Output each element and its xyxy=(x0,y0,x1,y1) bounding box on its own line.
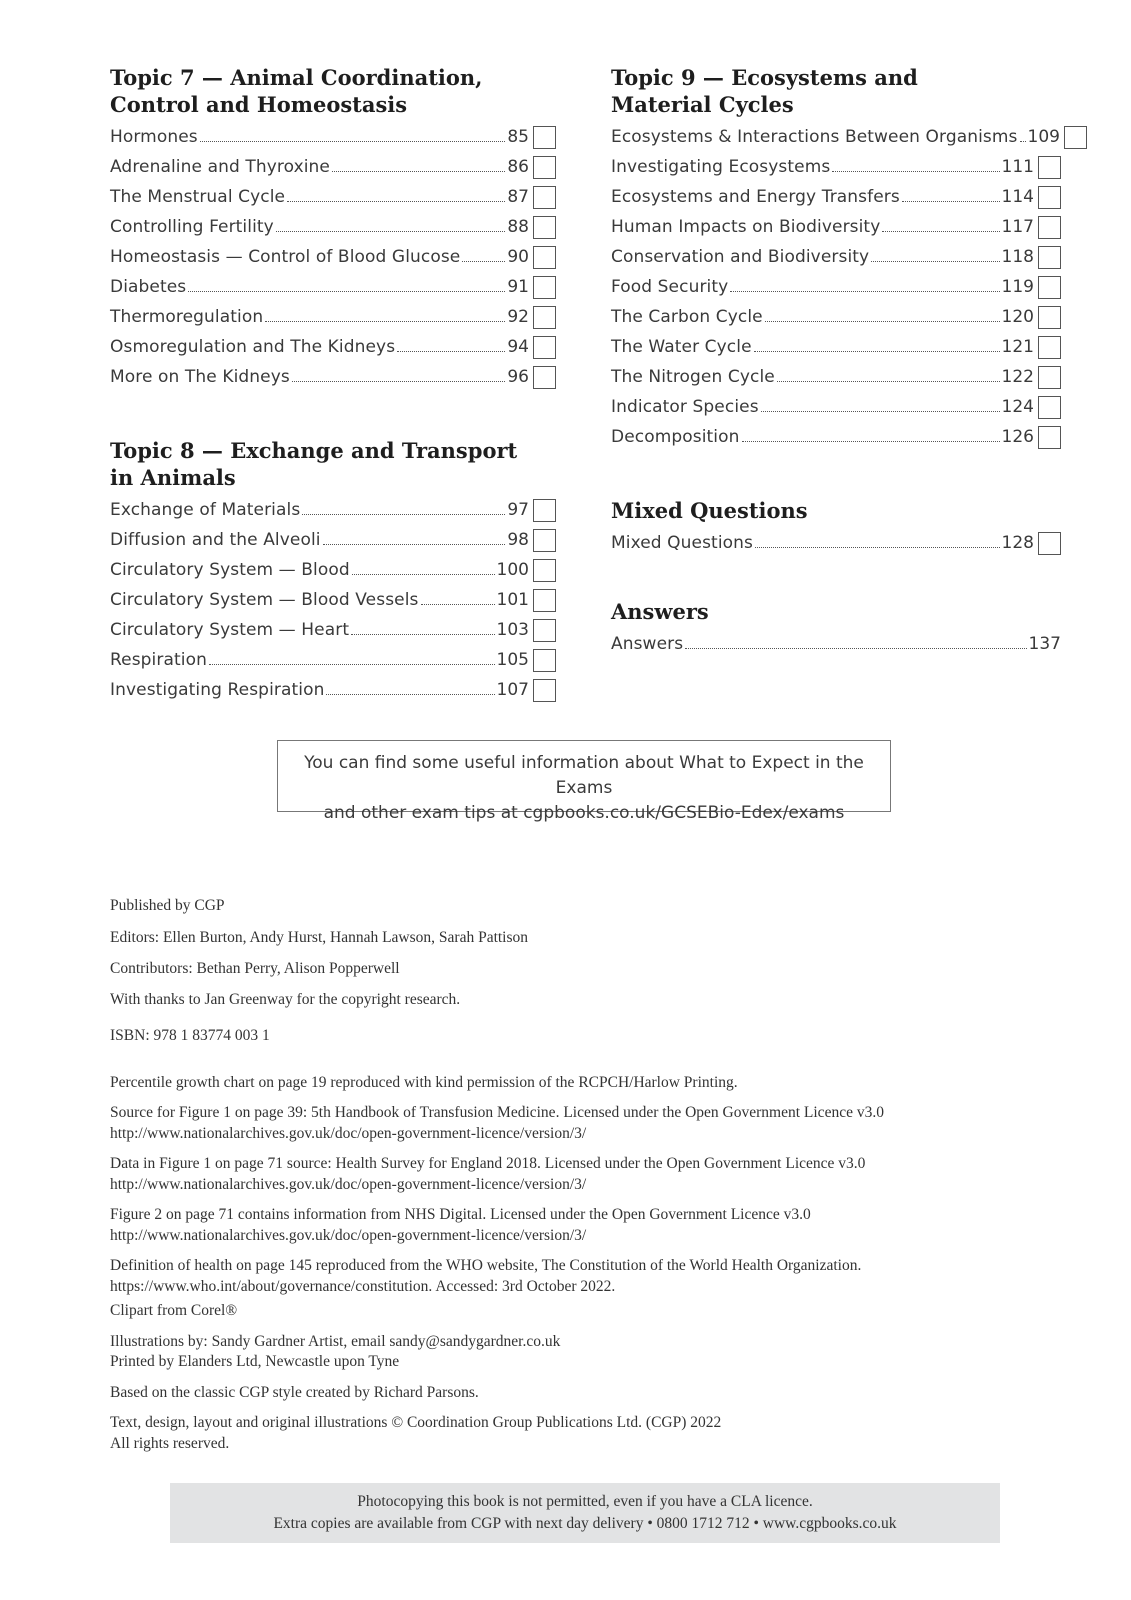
toc-entry-title: Hormones xyxy=(110,127,198,147)
toc-page-number: 137 xyxy=(1028,634,1061,654)
toc-entry-title: Diabetes xyxy=(110,277,187,297)
toc-page-number: 97 xyxy=(507,500,529,520)
photocopy-notice-bar xyxy=(170,1483,1000,1543)
toc-page-number: 100 xyxy=(496,560,529,580)
data-figure1-credit xyxy=(110,1154,1010,1195)
printed-by: Printed by Elanders Ltd, Newcastle upon Tyne xyxy=(110,1353,400,1370)
toc-entry-title: Mixed Questions xyxy=(611,533,753,553)
who-credit xyxy=(110,1256,1010,1297)
toc-page-number: 124 xyxy=(1001,397,1034,417)
dot-leader xyxy=(421,604,495,605)
dot-leader xyxy=(351,634,494,635)
percentile-credit: Percentile growth chart on page 19 reproduced with kind permission of the RCPCH/Harlow Printing. xyxy=(110,1073,738,1091)
toc-entry[interactable] xyxy=(110,331,556,361)
toc-entry[interactable] xyxy=(110,494,556,524)
progress-checkbox[interactable] xyxy=(533,276,556,299)
dot-leader xyxy=(209,664,495,665)
toc-entry[interactable] xyxy=(611,151,1061,181)
progress-checkbox[interactable] xyxy=(533,679,556,702)
answers-title: Answers xyxy=(611,599,709,624)
dot-leader xyxy=(276,231,506,232)
toc-page-number: 91 xyxy=(507,277,529,297)
dot-leader xyxy=(200,141,506,142)
toc-page-number: 86 xyxy=(507,157,529,177)
toc-entry-title: Adrenaline and Thyroxine xyxy=(110,157,330,177)
toc-entry[interactable] xyxy=(110,181,556,211)
dot-leader xyxy=(777,381,1000,382)
dot-leader xyxy=(287,201,505,202)
toc-entry[interactable] xyxy=(611,628,1061,658)
toc-page-number: 109 xyxy=(1027,127,1060,147)
toc-entry-title: Investigating Respiration xyxy=(110,680,325,700)
publication-credits xyxy=(110,896,1010,1454)
progress-checkbox[interactable] xyxy=(1038,216,1061,239)
progress-checkbox[interactable] xyxy=(1038,532,1061,555)
source-figure1-link: http://www.nationalarchives.gov.uk/doc/open-government-licence/version/3/ xyxy=(110,1124,587,1142)
toc-entry-title: Food Security xyxy=(611,277,729,297)
progress-checkbox[interactable] xyxy=(1038,366,1061,389)
progress-checkbox[interactable] xyxy=(1038,156,1061,179)
toc-page-number: 107 xyxy=(496,680,529,700)
toc-entry-title: Thermoregulation xyxy=(110,307,264,327)
progress-checkbox[interactable] xyxy=(1038,246,1061,269)
copyright-notice xyxy=(110,1413,1010,1454)
progress-checkbox[interactable] xyxy=(533,336,556,359)
toc-entry-title: The Water Cycle xyxy=(611,337,752,357)
toc-entry[interactable] xyxy=(110,644,556,674)
progress-checkbox[interactable] xyxy=(1038,306,1061,329)
toc-entry-title: Respiration xyxy=(110,650,207,670)
topic7-title: Topic 7 — Animal Coordination, Control and Homeostasis xyxy=(110,65,483,117)
progress-checkbox[interactable] xyxy=(533,246,556,269)
toc-entry-title: The Menstrual Cycle xyxy=(110,187,286,207)
progress-checkbox[interactable] xyxy=(533,559,556,582)
toc-entry-title: Exchange of Materials xyxy=(110,500,301,520)
toc-page-number: 98 xyxy=(507,530,529,550)
dot-leader xyxy=(265,321,505,322)
clipart-credit: Clipart from Corel® xyxy=(110,1302,238,1319)
source-figure1-text: Source for Figure 1 on page 39: 5th Handbook of Transfusion Medicine. Licensed under the Open Government Licence v3.0 xyxy=(110,1104,884,1121)
mixed-questions-section xyxy=(611,497,1061,557)
toc-entry-title: Investigating Ecosystems xyxy=(611,157,831,177)
toc-page-number: 118 xyxy=(1001,247,1034,267)
toc-entry[interactable] xyxy=(110,361,556,391)
toc-entry-title: Answers xyxy=(611,634,684,654)
toc-page-number: 119 xyxy=(1001,277,1034,297)
dot-leader xyxy=(761,411,1000,412)
toc-entry[interactable] xyxy=(611,211,1061,241)
dot-leader xyxy=(1020,141,1026,142)
dot-leader xyxy=(397,351,505,352)
toc-entry[interactable] xyxy=(110,614,556,644)
toc-entry[interactable] xyxy=(611,301,1061,331)
dot-leader xyxy=(685,648,1026,649)
dot-leader xyxy=(332,171,505,172)
copyright-text: Text, design, layout and original illustrations © Coordination Group Publications Ltd. (CGP) 2022 xyxy=(110,1414,722,1431)
toc-page-number: 85 xyxy=(507,127,529,147)
dot-leader xyxy=(754,351,1000,352)
toc-page-number: 120 xyxy=(1001,307,1034,327)
toc-page-number: 121 xyxy=(1001,337,1034,357)
who-link: https://www.who.int/about/governance/constitution. Accessed: 3rd October 2022. xyxy=(110,1277,616,1295)
exam-info-line-1: You can find some useful information about What to Expect in the Exams xyxy=(304,753,864,798)
dot-leader xyxy=(326,694,494,695)
toc-entry[interactable] xyxy=(611,361,1061,391)
toc-entry-title: Controlling Fertility xyxy=(110,217,274,237)
toc-entry-title: More on The Kidneys xyxy=(110,367,290,387)
toc-page-number: 92 xyxy=(507,307,529,327)
toc-entry-title: Decomposition xyxy=(611,427,740,447)
toc-entry-title: The Carbon Cycle xyxy=(611,307,763,327)
toc-page-number: 101 xyxy=(496,590,529,610)
toc-entry[interactable] xyxy=(611,391,1061,421)
progress-checkbox[interactable] xyxy=(1038,426,1061,449)
photocopy-notice: Photocopying this book is not permitted, even if you have a CLA licence. xyxy=(357,1493,813,1510)
toc-entry[interactable] xyxy=(611,271,1061,301)
progress-checkbox[interactable] xyxy=(1064,126,1087,149)
toc-entry[interactable] xyxy=(110,271,556,301)
dot-leader xyxy=(882,231,999,232)
topic8-section xyxy=(110,437,556,704)
dot-leader xyxy=(323,544,506,545)
toc-entry-title: Circulatory System — Heart xyxy=(110,620,350,640)
isbn: ISBN: 978 1 83774 003 1 xyxy=(110,1027,270,1044)
toc-entry-title: The Nitrogen Cycle xyxy=(611,367,775,387)
figure2-credit xyxy=(110,1205,1010,1246)
toc-entry-title: Circulatory System — Blood Vessels xyxy=(110,590,419,610)
toc-entry-title: Ecosystems & Interactions Between Organisms xyxy=(611,127,1018,147)
progress-checkbox[interactable] xyxy=(1038,396,1061,419)
toc-page-number: 87 xyxy=(507,187,529,207)
figure2-link: http://www.nationalarchives.gov.uk/doc/open-government-licence/version/3/ xyxy=(110,1226,587,1244)
topic8-title: Topic 8 — Exchange and Transport in Animals xyxy=(110,438,518,490)
figure2-text: Figure 2 on page 71 contains information from NHS Digital. Licensed under the Open Government Licence v3.0 xyxy=(110,1206,811,1223)
toc-entry[interactable] xyxy=(110,211,556,241)
toc-entry-title: Ecosystems and Energy Transfers xyxy=(611,187,900,207)
toc-entry-title: Human Impacts on Biodiversity xyxy=(611,217,881,237)
dot-leader xyxy=(352,574,495,575)
progress-checkbox[interactable] xyxy=(533,306,556,329)
dot-leader xyxy=(302,514,505,515)
progress-checkbox[interactable] xyxy=(1038,276,1061,299)
data-figure1-link: http://www.nationalarchives.gov.uk/doc/open-government-licence/version/3/ xyxy=(110,1175,587,1193)
toc-entry[interactable] xyxy=(110,554,556,584)
dot-leader xyxy=(730,291,999,292)
progress-checkbox[interactable] xyxy=(1038,336,1061,359)
extra-copies-notice: Extra copies are available from CGP with next day delivery • 0800 1712 712 • www.cgpbooks.co.uk xyxy=(273,1515,897,1532)
mixed-questions-list xyxy=(611,527,1061,557)
dot-leader xyxy=(755,547,1000,548)
progress-checkbox[interactable] xyxy=(533,186,556,209)
progress-checkbox[interactable] xyxy=(1038,186,1061,209)
progress-checkbox[interactable] xyxy=(533,216,556,239)
dot-leader xyxy=(292,381,505,382)
mixed-questions-title: Mixed Questions xyxy=(611,498,808,523)
toc-page-number: 122 xyxy=(1001,367,1034,387)
toc-entry[interactable] xyxy=(611,527,1061,557)
toc-entry-title: Osmoregulation and The Kidneys xyxy=(110,337,396,357)
dot-leader xyxy=(742,441,1000,442)
progress-checkbox[interactable] xyxy=(533,126,556,149)
topic9-list xyxy=(611,121,1061,451)
progress-checkbox[interactable] xyxy=(533,529,556,552)
exam-info-box xyxy=(277,740,891,823)
topic7-section xyxy=(110,64,556,391)
toc-entry[interactable] xyxy=(611,331,1061,361)
toc-entry[interactable] xyxy=(611,241,1061,271)
toc-page-number: 117 xyxy=(1001,217,1034,237)
toc-page-number: 90 xyxy=(507,247,529,267)
who-text: Definition of health on page 145 reproduced from the WHO website, The Constitution of the World Health Organization. xyxy=(110,1257,862,1274)
toc-entry-title: Circulatory System — Blood xyxy=(110,560,350,580)
toc-entry[interactable] xyxy=(110,524,556,554)
toc-page-number: 103 xyxy=(496,620,529,640)
toc-entry[interactable] xyxy=(110,151,556,181)
answers-section xyxy=(611,598,1061,658)
toc-page-number: 96 xyxy=(507,367,529,387)
rights-reserved: All rights reserved. xyxy=(110,1434,230,1452)
progress-checkbox[interactable] xyxy=(533,156,556,179)
toc-entry[interactable] xyxy=(110,241,556,271)
toc-entry[interactable] xyxy=(110,301,556,331)
data-figure1-text: Data in Figure 1 on page 71 source: Health Survey for England 2018. Licensed under the Open Government Licence v3.0 xyxy=(110,1155,866,1172)
toc-entry-title: Conservation and Biodiversity xyxy=(611,247,870,267)
toc-entry[interactable] xyxy=(110,674,556,704)
toc-page-number: 114 xyxy=(1001,187,1034,207)
answers-list xyxy=(611,628,1061,658)
exam-info-line-2: and other exam tips at cgpbooks.co.uk/GCSEBio-Edex/exams xyxy=(323,803,845,823)
toc-page-number: 88 xyxy=(507,217,529,237)
based-on-note: Based on the classic CGP style created by Richard Parsons. xyxy=(110,1383,479,1401)
toc-entry-title: Indicator Species xyxy=(611,397,759,417)
toc-entry[interactable] xyxy=(110,121,556,151)
toc-entry-title: Homeostasis — Control of Blood Glucose xyxy=(110,247,461,267)
toc-entry-title: Diffusion and the Alveoli xyxy=(110,530,321,550)
toc-entry[interactable] xyxy=(611,421,1061,451)
contributors: Contributors: Bethan Perry, Alison Popperwell xyxy=(110,960,400,977)
toc-page-number: 111 xyxy=(1001,157,1034,177)
dot-leader xyxy=(765,321,1000,322)
topic9-title: Topic 9 — Ecosystems and Material Cycles xyxy=(611,65,918,117)
topic8-list xyxy=(110,494,556,704)
toc-page-number: 128 xyxy=(1001,533,1034,553)
published-by: Published by CGP xyxy=(110,897,225,914)
dot-leader xyxy=(188,291,505,292)
progress-checkbox[interactable] xyxy=(533,366,556,389)
dot-leader xyxy=(462,261,505,262)
progress-checkbox[interactable] xyxy=(533,649,556,672)
progress-checkbox[interactable] xyxy=(533,589,556,612)
progress-checkbox[interactable] xyxy=(533,619,556,642)
topic9-section xyxy=(611,64,1061,451)
illustrations-credit: Illustrations by: Sandy Gardner Artist, email sandy@sandygardner.co.uk xyxy=(110,1332,561,1350)
toc-entry[interactable] xyxy=(110,584,556,614)
topic7-list xyxy=(110,121,556,391)
toc-page-number: 126 xyxy=(1001,427,1034,447)
toc-page-number: 94 xyxy=(507,337,529,357)
thanks-note: With thanks to Jan Greenway for the copyright research. xyxy=(110,990,461,1008)
dot-leader xyxy=(902,201,1000,202)
dot-leader xyxy=(832,171,999,172)
toc-page-number: 105 xyxy=(496,650,529,670)
editors: Editors: Ellen Burton, Andy Hurst, Hannah Lawson, Sarah Pattison xyxy=(110,928,529,946)
toc-entry[interactable] xyxy=(611,121,1061,151)
dot-leader xyxy=(871,261,999,262)
progress-checkbox[interactable] xyxy=(533,499,556,522)
source-figure1-credit xyxy=(110,1103,1010,1144)
toc-entry[interactable] xyxy=(611,181,1061,211)
